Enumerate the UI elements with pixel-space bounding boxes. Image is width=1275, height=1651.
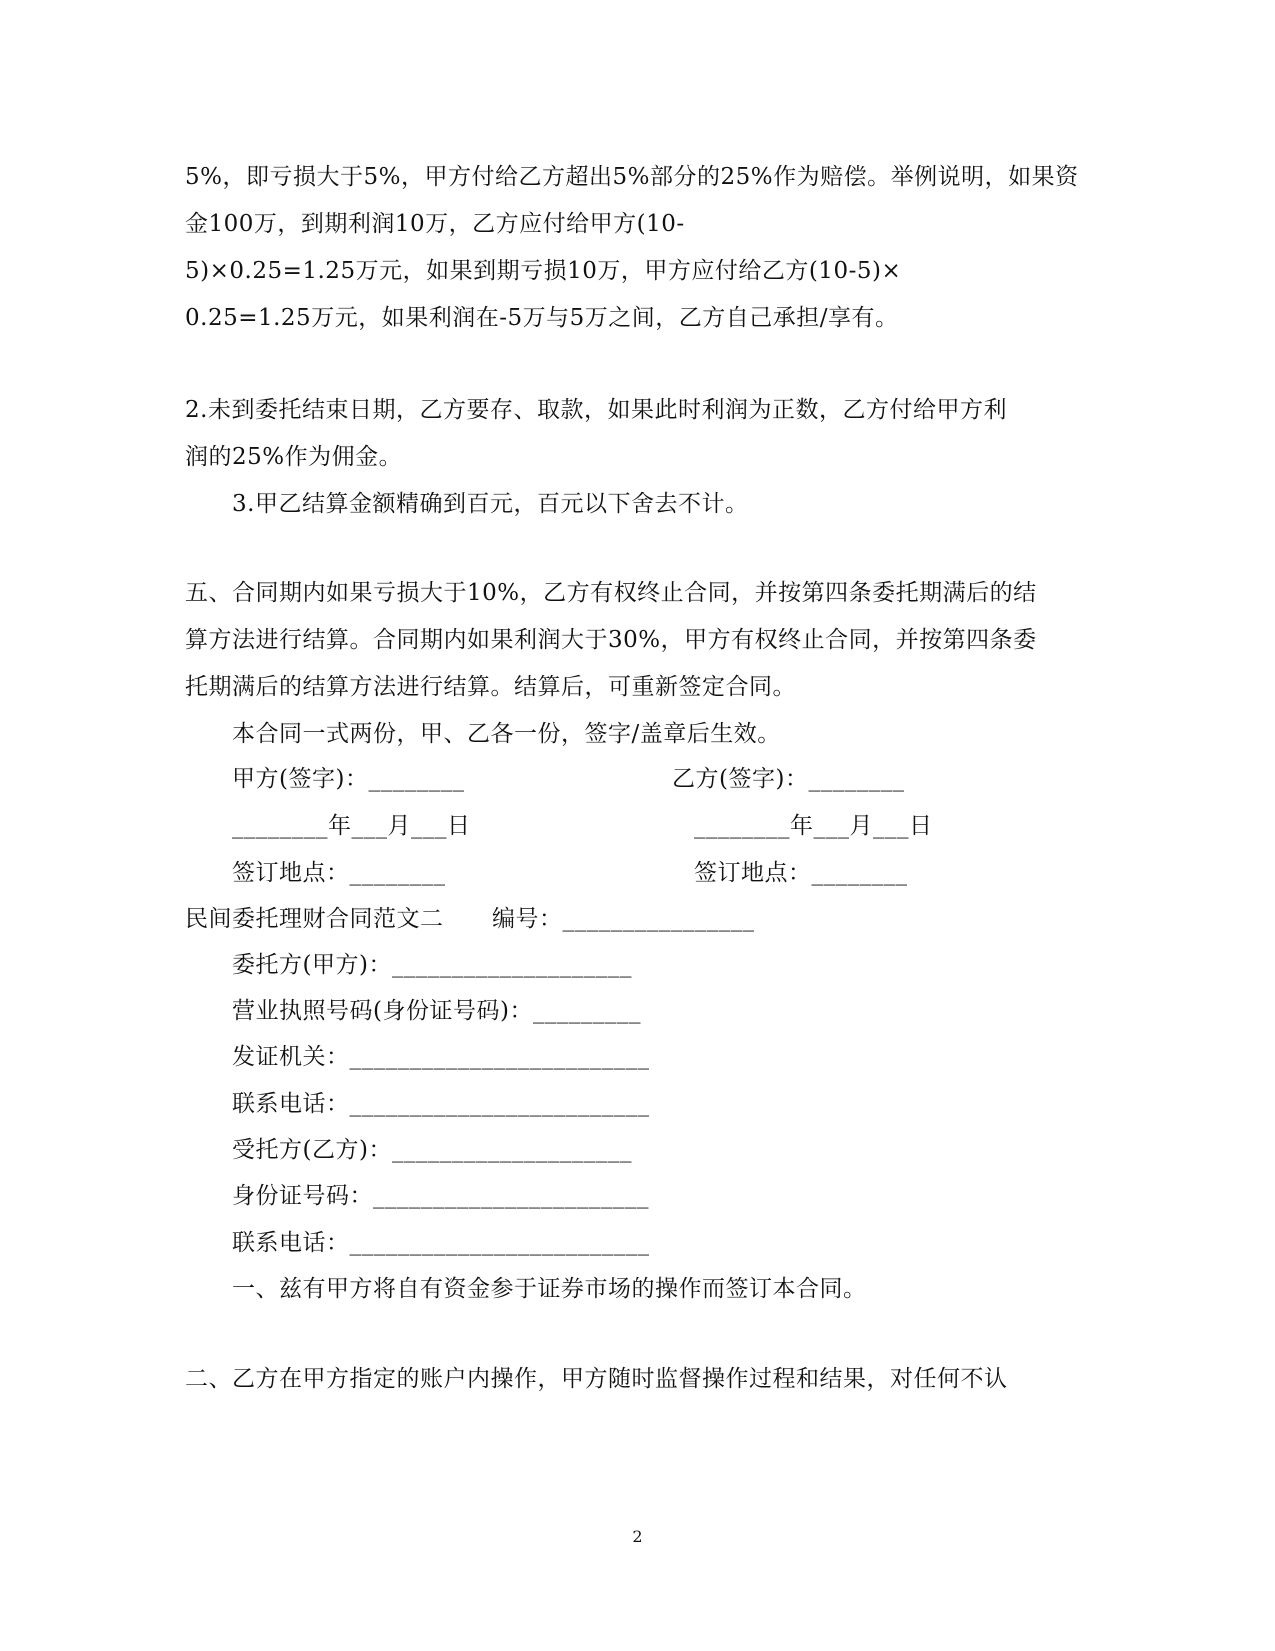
sample2-clause2: 二、乙方在甲方指定的账户内操作，甲方随时监督操作过程和结果，对任何不认 — [185, 1366, 1008, 1392]
party-a-signature-line: 甲方(签字)：________ — [232, 766, 465, 792]
clause4-item1-line-1: 5%，即亏损大于5%，甲方付给乙方超出5%部分的25%作为赔偿。举例说明，如果资 — [185, 164, 1079, 190]
field-phone-party-b: 联系电话：_________________________ — [232, 1230, 650, 1256]
clause4-item2-line-2: 润的25%作为佣金。 — [185, 444, 403, 470]
clause4-item1-line-4: 0.25=1.25万元，如果利润在-5万与5万之间，乙方自己承担/享有。 — [185, 305, 899, 331]
clause4-item2-line-1: 2.未到委托结束日期，乙方要存、取款，如果此时利润为正数，乙方付给甲方利 — [185, 397, 1007, 423]
sample2-clause1: 一、兹有甲方将自有资金参于证券市场的操作而签订本合同。 — [232, 1276, 867, 1302]
clause4-item1-line-2: 金100万，到期利润10万，乙方应付给甲方(10- — [185, 211, 685, 237]
party-b-signature-line: 乙方(签字)：________ — [672, 766, 905, 792]
field-trustee-party-b: 受托方(乙方)：____________________ — [232, 1137, 632, 1163]
field-phone-party-a: 联系电话：_________________________ — [232, 1091, 650, 1117]
party-b-place-line: 签订地点：________ — [694, 860, 908, 886]
party-a-place-line: 签订地点：________ — [232, 860, 446, 886]
clause4-item1-line-3: 5)×0.25=1.25万元，如果到期亏损10万，甲方应付给乙方(10-5)× — [185, 258, 902, 284]
copies-statement: 本合同一式两份，甲、乙各一份，签字/盖章后生效。 — [232, 721, 781, 747]
clause5-line-1: 五、合同期内如果亏损大于10%，乙方有权终止合同，并按第四条委托期满后的结 — [185, 580, 1037, 606]
clause5-line-3: 托期满后的结算方法进行结算。结算后，可重新签定合同。 — [185, 674, 796, 700]
sample2-title: 民间委托理财合同范文二 — [185, 906, 444, 932]
field-issuing-authority: 发证机关：_________________________ — [232, 1044, 650, 1070]
clause5-line-2: 算方法进行结算。合同期内如果利润大于30%，甲方有权终止合同，并按第四条委 — [185, 627, 1037, 653]
sample2-number: 编号：________________ — [492, 906, 755, 932]
field-license-number: 营业执照号码(身份证号码)：_________ — [232, 998, 641, 1024]
clause4-item3: 3.甲乙结算金额精确到百元，百元以下舍去不计。 — [232, 491, 749, 517]
party-a-date-line: ________年___月___日 — [232, 813, 471, 839]
party-b-date-line: ________年___月___日 — [694, 813, 933, 839]
field-client-party-a: 委托方(甲方)：____________________ — [232, 952, 632, 978]
field-id-number-party-b: 身份证号码：_______________________ — [232, 1183, 649, 1209]
page-number: 2 — [632, 1527, 643, 1546]
